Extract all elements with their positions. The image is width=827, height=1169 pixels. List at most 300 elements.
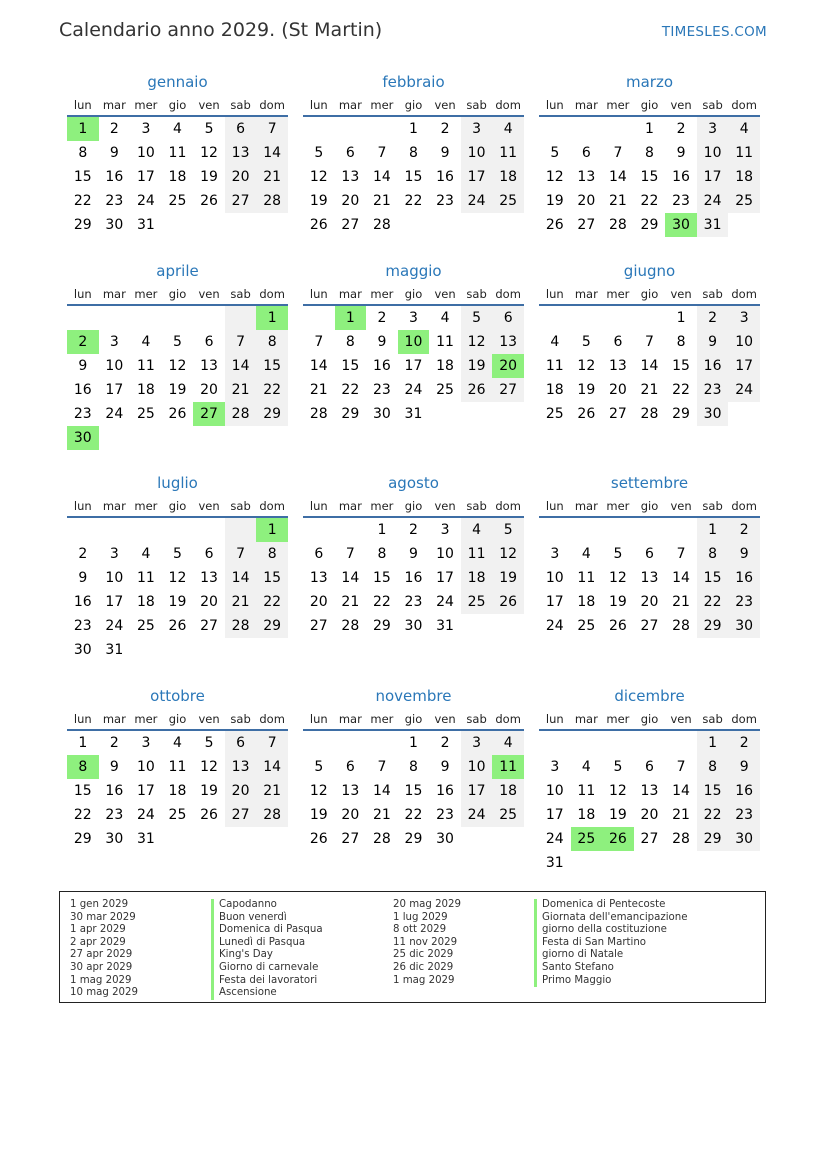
day-cell: 18 (136, 382, 155, 398)
day-cell: 28 (225, 614, 257, 638)
day-cell: 24 (105, 618, 124, 634)
day-cell: 21 (341, 594, 360, 610)
day-cell: 31 (697, 213, 729, 237)
day-cell: 3 (109, 546, 119, 562)
day-cell: 7 (345, 546, 355, 562)
day-cell: 22 (341, 382, 360, 398)
day-cell: 10 (461, 141, 493, 165)
day-cell: 9 (78, 570, 88, 586)
legend-date: 30 mar 2029 (70, 911, 136, 923)
day-cell: 6 (204, 546, 214, 562)
holiday-day: 30 (665, 213, 697, 237)
legend-holiday-name: Lunedì di Pasqua (211, 937, 323, 950)
day-grid (303, 117, 524, 237)
day-cell: 2 (78, 546, 88, 562)
day-cell: 29 (341, 406, 360, 422)
weekday-label: mer (370, 499, 394, 513)
legend-holiday-name: giorno di Natale (534, 949, 688, 962)
day-cell: 12 (577, 358, 596, 374)
day-cell: 17 (461, 779, 493, 803)
day-cell: 21 (225, 378, 257, 402)
day-cell: 4 (492, 117, 524, 141)
weekday-label: gio (640, 287, 659, 301)
day-cell: 4 (141, 546, 151, 562)
day-cell: 24 (436, 594, 454, 610)
day-cell: 13 (492, 330, 524, 354)
day-cell: 17 (404, 358, 423, 374)
day-cell: 29 (73, 831, 92, 847)
day-cell: 14 (372, 169, 391, 185)
day-grid (539, 117, 760, 237)
empty-cell (602, 518, 634, 542)
legend-holiday-name: Domenica di Pasqua (211, 924, 323, 937)
day-cell: 31 (136, 217, 155, 233)
day-cell: 20 (309, 594, 328, 610)
day-cell: 7 (676, 759, 686, 775)
month-title: luglio (157, 474, 198, 492)
day-cell: 26 (309, 217, 328, 233)
empty-cell (225, 518, 257, 542)
day-cell: 2 (109, 121, 119, 137)
brand-link[interactable]: TIMESLES.COM (661, 24, 767, 40)
day-cell: 10 (105, 358, 124, 374)
day-cell: 23 (73, 618, 92, 634)
day-cell: 22 (73, 193, 92, 209)
day-cell: 12 (168, 358, 187, 374)
weekday-label: mer (134, 287, 158, 301)
day-cell: 5 (204, 121, 214, 137)
day-cell: 2 (728, 518, 760, 542)
weekday-label: lun (545, 499, 564, 513)
empty-cell (665, 518, 697, 542)
day-cell: 30 (728, 827, 760, 851)
day-cell: 12 (461, 330, 493, 354)
day-cell: 1 (377, 522, 387, 538)
day-cell: 1 (697, 731, 729, 755)
day-cell: 14 (608, 169, 627, 185)
day-cell: 31 (105, 642, 124, 658)
day-cell: 11 (168, 759, 187, 775)
day-cell: 13 (225, 755, 257, 779)
day-cell: 8 (377, 546, 387, 562)
day-cell: 16 (73, 594, 92, 610)
day-cell: 13 (200, 358, 218, 374)
day-cell: 3 (109, 334, 119, 350)
day-cell: 27 (341, 217, 360, 233)
weekday-label: dom (259, 287, 285, 301)
weekday-label: lun (309, 98, 328, 112)
empty-cell (571, 731, 603, 755)
month-marzo (539, 71, 760, 237)
page-title: Calendario anno 2029. (St Martin) (59, 19, 383, 41)
day-grid (67, 306, 288, 450)
weekday-label: gio (640, 499, 659, 513)
day-cell: 4 (461, 518, 493, 542)
weekday-label: gio (404, 287, 423, 301)
day-cell: 10 (461, 755, 493, 779)
weekday-header (67, 494, 288, 518)
day-cell: 28 (672, 831, 690, 847)
day-cell: 30 (728, 614, 760, 638)
day-cell: 13 (608, 358, 627, 374)
day-cell: 26 (608, 618, 627, 634)
weekday-label: ven (198, 287, 220, 301)
day-cell: 24 (545, 618, 564, 634)
day-cell: 20 (640, 807, 659, 823)
weekday-label: gio (640, 98, 659, 112)
weekday-label: mer (370, 98, 394, 112)
day-cell: 16 (436, 169, 454, 185)
day-cell: 19 (309, 807, 328, 823)
day-cell: 12 (200, 145, 218, 161)
weekday-label: dom (495, 98, 521, 112)
day-cell: 10 (436, 546, 454, 562)
weekday-label: lun (73, 499, 92, 513)
day-cell: 1 (78, 735, 88, 751)
day-cell: 30 (105, 831, 124, 847)
weekday-label: sab (230, 287, 251, 301)
day-cell: 10 (105, 570, 124, 586)
day-cell: 15 (256, 566, 288, 590)
month-title: aprile (156, 262, 199, 280)
day-grid (303, 731, 524, 851)
weekday-label: ven (670, 287, 692, 301)
day-cell: 4 (492, 731, 524, 755)
day-cell: 27 (200, 618, 218, 634)
day-cell: 6 (225, 731, 257, 755)
day-cell: 12 (309, 783, 328, 799)
weekday-label: gio (168, 712, 187, 726)
day-cell: 23 (728, 590, 760, 614)
day-cell: 22 (672, 382, 690, 398)
day-cell: 27 (640, 831, 659, 847)
day-cell: 29 (404, 831, 423, 847)
day-cell: 16 (436, 783, 454, 799)
day-cell: 22 (697, 803, 729, 827)
day-cell: 27 (577, 217, 596, 233)
day-cell: 11 (168, 145, 187, 161)
empty-cell (67, 518, 99, 542)
day-cell: 18 (168, 783, 187, 799)
empty-cell (539, 518, 571, 542)
weekday-label: mer (370, 712, 394, 726)
day-grid (67, 731, 288, 851)
legend-date: 26 dic 2029 (393, 961, 454, 973)
day-cell: 11 (728, 141, 760, 165)
day-cell: 14 (309, 358, 328, 374)
day-cell: 28 (372, 831, 391, 847)
day-cell: 28 (309, 406, 328, 422)
day-cell: 5 (314, 759, 324, 775)
day-cell: 6 (581, 145, 591, 161)
day-cell: 25 (545, 406, 564, 422)
day-cell: 24 (728, 378, 760, 402)
legend-names (534, 899, 688, 987)
day-cell: 18 (577, 594, 596, 610)
legend-names (211, 899, 323, 1000)
day-cell: 5 (461, 306, 493, 330)
day-cell: 28 (608, 217, 627, 233)
empty-cell (335, 518, 367, 542)
day-cell: 6 (645, 759, 654, 775)
day-cell: 3 (461, 117, 493, 141)
day-cell: 17 (105, 382, 124, 398)
day-cell: 13 (640, 783, 659, 799)
day-cell: 26 (577, 406, 596, 422)
weekday-label: dom (495, 287, 521, 301)
day-cell: 10 (545, 783, 564, 799)
day-cell: 8 (78, 145, 88, 161)
day-cell: 21 (672, 807, 690, 823)
day-cell: 18 (136, 594, 155, 610)
holiday-day: 27 (193, 402, 225, 426)
day-grid (303, 518, 524, 638)
month-novembre (303, 685, 524, 851)
day-cell: 21 (225, 590, 257, 614)
day-cell: 30 (105, 217, 124, 233)
day-cell: 25 (136, 618, 155, 634)
empty-cell (99, 306, 131, 330)
day-cell: 12 (309, 169, 328, 185)
legend-date: 20 mag 2029 (393, 899, 461, 910)
weekday-label: ven (434, 499, 456, 513)
weekday-label: mar (574, 287, 598, 301)
weekday-label: ven (198, 712, 220, 726)
holiday-day: 11 (492, 755, 524, 779)
day-grid (539, 306, 760, 426)
weekday-label: ven (670, 499, 692, 513)
day-cell: 26 (200, 193, 218, 209)
day-cell: 18 (492, 779, 524, 803)
empty-cell (225, 306, 257, 330)
day-cell: 18 (545, 382, 564, 398)
day-cell: 31 (436, 618, 454, 634)
holiday-day: 1 (335, 306, 367, 330)
day-cell: 5 (581, 334, 591, 350)
day-cell: 25 (577, 618, 596, 634)
legend-holiday-name: Buon venerdì (211, 912, 323, 925)
day-cell: 17 (136, 783, 155, 799)
day-cell: 30 (404, 618, 423, 634)
day-cell: 14 (372, 783, 391, 799)
day-cell: 20 (341, 193, 360, 209)
day-grid (303, 306, 524, 426)
legend-date: 1 lug 2029 (393, 911, 448, 923)
day-cell: 28 (672, 618, 690, 634)
month-title: febbraio (382, 73, 445, 91)
month-title: ottobre (150, 687, 205, 705)
day-cell: 11 (436, 334, 454, 350)
weekday-label: mar (574, 712, 598, 726)
day-cell: 17 (105, 594, 124, 610)
day-cell: 19 (461, 354, 493, 378)
day-cell: 3 (550, 759, 560, 775)
holiday-day: 30 (67, 426, 99, 450)
empty-cell (67, 306, 99, 330)
weekday-label: mar (338, 712, 362, 726)
day-cell: 3 (440, 522, 450, 538)
day-cell: 8 (676, 334, 686, 350)
month-title: agosto (388, 474, 439, 492)
day-cell: 16 (728, 779, 760, 803)
day-cell: 14 (225, 354, 257, 378)
day-cell: 6 (492, 306, 524, 330)
day-cell: 11 (136, 570, 155, 586)
month-aprile (67, 260, 288, 450)
day-cell: 30 (436, 831, 454, 847)
day-cell: 23 (697, 378, 729, 402)
weekday-label: mar (102, 98, 126, 112)
day-cell: 3 (461, 731, 493, 755)
day-cell: 7 (225, 330, 257, 354)
day-cell: 20 (640, 594, 659, 610)
weekday-header (539, 707, 760, 731)
day-cell: 27 (492, 378, 524, 402)
day-cell: 20 (577, 193, 596, 209)
month-settembre (539, 472, 760, 638)
day-cell: 23 (672, 193, 690, 209)
legend-holiday-name: Festa di San Martino (534, 937, 688, 950)
legend-holiday-name: Capodanno (211, 899, 323, 912)
day-cell: 22 (73, 807, 92, 823)
day-cell: 9 (728, 542, 760, 566)
weekday-header (67, 707, 288, 731)
day-cell: 9 (109, 145, 119, 161)
weekday-label: dom (731, 98, 757, 112)
day-cell: 19 (200, 783, 218, 799)
day-cell: 19 (608, 594, 627, 610)
empty-cell (571, 518, 603, 542)
day-cell: 21 (672, 594, 690, 610)
legend-holiday-name: Festa dei lavoratori (211, 975, 323, 988)
empty-cell (571, 306, 603, 330)
day-cell: 15 (73, 169, 92, 185)
day-cell: 16 (105, 783, 124, 799)
day-cell: 30 (372, 406, 391, 422)
day-cell: 15 (697, 566, 729, 590)
day-cell: 29 (256, 614, 288, 638)
day-cell: 11 (577, 783, 596, 799)
weekday-label: mer (134, 98, 158, 112)
weekday-header (303, 93, 524, 117)
day-cell: 16 (697, 354, 729, 378)
empty-cell (303, 306, 335, 330)
day-cell: 29 (256, 402, 288, 426)
holiday-day: 1 (256, 306, 288, 330)
weekday-label: dom (731, 287, 757, 301)
legend-holiday-name: Giorno di carnevale (211, 962, 323, 975)
weekday-label: dom (731, 499, 757, 513)
holiday-day: 1 (67, 117, 99, 141)
day-cell: 28 (341, 618, 360, 634)
day-cell: 5 (492, 518, 524, 542)
day-cell: 20 (225, 779, 257, 803)
legend-holiday-name: Santo Stefano (534, 962, 688, 975)
month-gennaio (67, 71, 288, 237)
day-cell: 29 (697, 827, 729, 851)
day-cell: 28 (372, 217, 391, 233)
day-cell: 8 (697, 542, 729, 566)
day-cell: 28 (256, 803, 288, 827)
day-cell: 23 (436, 807, 454, 823)
day-cell: 6 (314, 546, 324, 562)
day-cell: 25 (168, 193, 187, 209)
day-cell: 31 (545, 855, 564, 871)
day-cell: 24 (105, 406, 124, 422)
weekday-label: sab (702, 712, 723, 726)
day-cell: 14 (672, 570, 690, 586)
day-cell: 11 (545, 358, 564, 374)
day-cell: 7 (314, 334, 324, 350)
weekday-label: lun (309, 712, 328, 726)
day-cell: 18 (436, 358, 454, 374)
day-cell: 6 (345, 145, 355, 161)
weekday-label: dom (259, 499, 285, 513)
day-cell: 30 (697, 402, 729, 426)
empty-cell (571, 117, 603, 141)
weekday-header (67, 93, 288, 117)
day-cell: 19 (200, 169, 218, 185)
day-cell: 24 (697, 189, 729, 213)
weekday-label: mar (574, 499, 598, 513)
weekday-header (303, 494, 524, 518)
legend-dates (393, 899, 461, 987)
weekday-label: mer (134, 712, 158, 726)
weekday-label: ven (198, 98, 220, 112)
day-cell: 20 (225, 165, 257, 189)
weekday-label: sab (702, 287, 723, 301)
day-cell: 20 (608, 382, 627, 398)
day-cell: 9 (78, 358, 88, 374)
weekday-label: lun (73, 287, 92, 301)
day-cell: 25 (436, 382, 454, 398)
day-cell: 16 (404, 570, 423, 586)
weekday-label: sab (466, 499, 487, 513)
empty-cell (130, 306, 162, 330)
day-cell: 23 (372, 382, 391, 398)
weekday-label: sab (230, 712, 251, 726)
day-cell: 9 (728, 755, 760, 779)
day-cell: 4 (141, 334, 151, 350)
weekday-label: dom (495, 499, 521, 513)
weekday-label: sab (230, 98, 251, 112)
day-cell: 5 (613, 759, 623, 775)
day-cell: 8 (345, 334, 355, 350)
day-cell: 17 (545, 807, 564, 823)
day-cell: 27 (608, 406, 627, 422)
day-cell: 2 (409, 522, 418, 538)
empty-cell (130, 518, 162, 542)
month-title: novembre (375, 687, 452, 705)
day-cell: 24 (136, 193, 155, 209)
day-cell: 27 (341, 831, 360, 847)
day-cell: 3 (697, 117, 729, 141)
day-cell: 12 (608, 570, 627, 586)
weekday-label: mer (370, 287, 394, 301)
day-cell: 12 (545, 169, 564, 185)
empty-cell (162, 306, 194, 330)
legend-holiday-name: Domenica di Pentecoste (534, 899, 688, 912)
holiday-day: 1 (256, 518, 288, 542)
day-cell: 20 (200, 594, 218, 610)
day-cell: 15 (404, 169, 423, 185)
day-cell: 8 (409, 759, 418, 775)
day-cell: 9 (409, 546, 418, 562)
day-cell: 18 (461, 566, 493, 590)
empty-cell (539, 306, 571, 330)
weekday-label: lun (545, 712, 564, 726)
day-cell: 18 (577, 807, 596, 823)
